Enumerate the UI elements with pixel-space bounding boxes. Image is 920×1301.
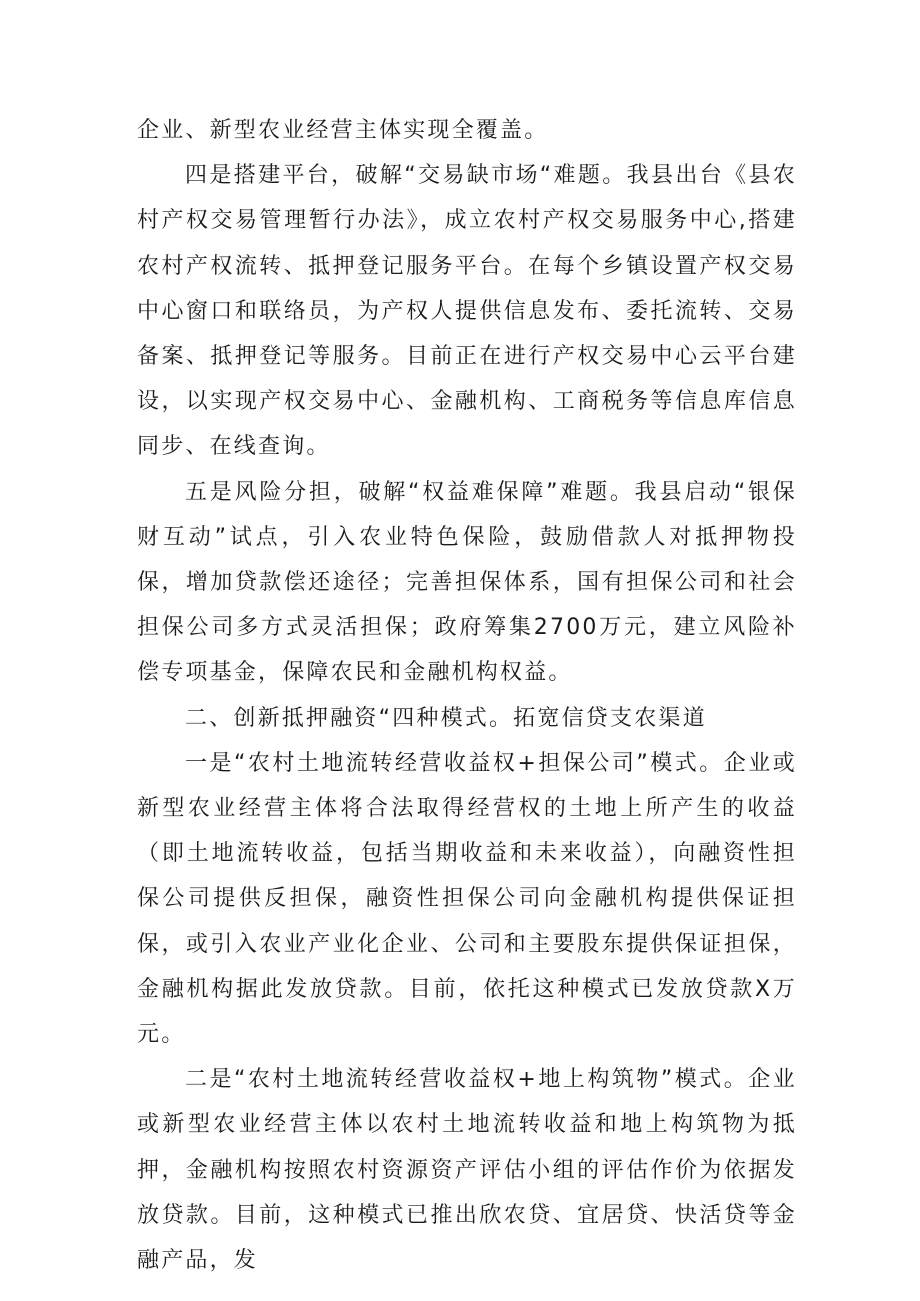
paragraph-continuation: 企业、新型农业经营主体实现全覆盖。 xyxy=(137,118,549,143)
paragraph-model-two: 二是“农村土地流转经营收益权+地上构筑物”模式。企业或新型农业经营主体以农村土地流转收益和地上构筑物为抵押，金融机构按照农村资源资产评估小组的评估作价为依据发放贷款。目前，这种模式已推出欣农贷、宜居贷、快活贷等金融产品，发 xyxy=(137,1067,797,1274)
section-heading: 二、创新抵押融资“四种模式。拓宽信贷支农渠道 xyxy=(185,705,707,731)
document-body xyxy=(137,108,797,1283)
paragraph-model-one: 一是“农村土地流转经营收益权+担保公司”模式。企业或新型农业经营主体将合法取得经营权的土地上所产生的收益（即土地流转收益，包括当期收益和未来收益），向融资性担保公司提供反担保，融资性担保公司向金融机构提供保证担保，或引入农业产业化企业、公司和主要股东提供保证担保，金融机构据此发放贷款。目前，依托这种模式已发放贷款X万元。 xyxy=(137,750,797,1048)
paragraph-risk-sharing: 五是风险分担，破解“权益难保障”难题。我县启动“银保财互动”试点，引入农业特色保险，鼓励借款人对抵押物投保，增加贷款偿还途径；完善担保体系，国有担保公司和社会担保公司多方式灵活担保；政府筹集2700万元，建立风险补偿专项基金，保障农民和金融机构权益。 xyxy=(137,479,797,686)
paragraph-platform: 四是搭建平台，破解“交易缺市场“难题。我县出台《县农村产权交易管理暂行办法》，成立农村产权交易服务中心,搭建农村产权流转、抵押登记服务平台。在每个乡镇设置产权交易中心窗口和联络员，为产权人提供信息发布、委托流转、交易备案、抵押登记等服务。目前正在进行产权交易中心云平台建设，以实现产权交易中心、金融机构、工商税务等信息库信息同步、在线查询。 xyxy=(137,163,797,460)
